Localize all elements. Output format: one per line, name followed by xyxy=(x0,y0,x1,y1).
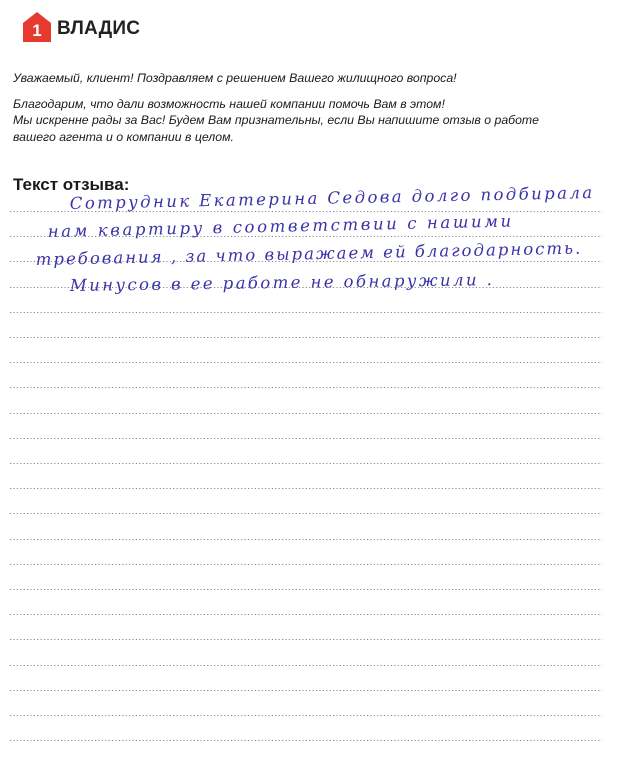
brand-logo xyxy=(22,10,140,44)
review-line: Минусов в ее работе не обнаружили . xyxy=(69,270,495,295)
review-heading: Текст отзыва: xyxy=(13,175,130,194)
intro-request-cont: вашего агента и о компании в целом. xyxy=(13,129,234,144)
review-line: требования , за что выражаем ей благодарность. xyxy=(35,238,583,269)
review-line: нам квартиру в соответствии с нашими xyxy=(47,211,514,241)
review-line: Сотрудник Екатерина Седова долго подбирала xyxy=(69,183,595,213)
ruled-lines xyxy=(10,180,606,760)
house-logo-icon xyxy=(22,11,52,43)
intro-text xyxy=(13,70,613,145)
brand-name: ВЛАДИС xyxy=(57,17,141,39)
ruled-lines-graphic xyxy=(10,180,606,760)
logo-digit: 1 xyxy=(32,21,42,40)
intro-request: Мы искренне рады за Вас! Будем Вам признательны, если Вы напишите отзыв о работе xyxy=(13,113,540,127)
intro-thanks: Благодарим, что дали возможность нашей компании помочь Вам в этом! xyxy=(13,96,445,111)
intro-greeting: Уважаемый, клиент! Поздравляем с решением Вашего жилищного вопроса! xyxy=(13,71,457,85)
